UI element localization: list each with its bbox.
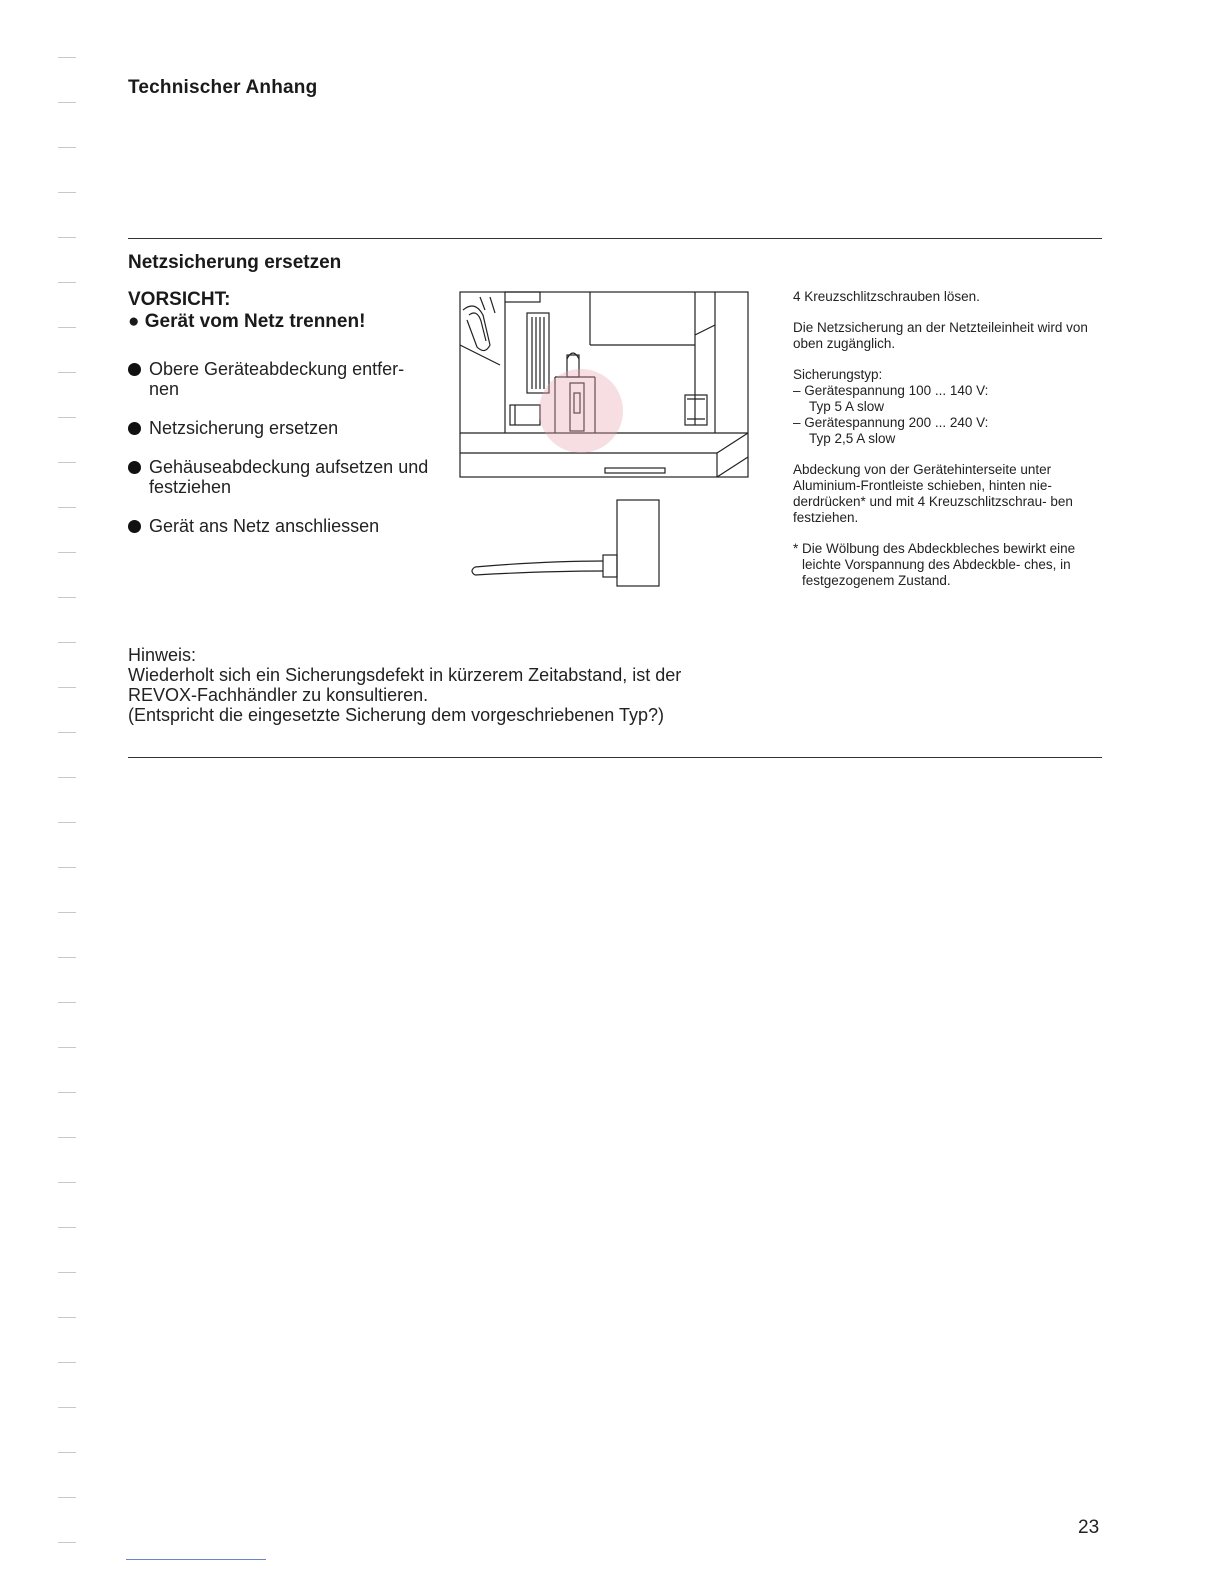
fuse-option-1-type: Typ 5 A slow xyxy=(809,399,885,414)
caution-warning: ● Gerät vom Netz trennen! xyxy=(128,311,366,332)
footer-line xyxy=(126,1559,266,1560)
section-title: Netzsicherung ersetzen xyxy=(128,252,342,273)
cover-instructions: Abdeckung von der Gerätehinterseite unter Aluminium-Frontleiste schieben, hinten nie- derdrücken* und mit 4 Kreuzschlitzschrau- ben festziehen. xyxy=(793,462,1073,525)
bullet-icon xyxy=(128,520,141,533)
device-illustration xyxy=(455,285,755,595)
bullet-icon: ● xyxy=(128,311,145,332)
bullet-icon xyxy=(128,422,141,435)
fuse-option-2-type: Typ 2,5 A slow xyxy=(809,431,896,446)
fuse-option-1: – Gerätespannung 100 ... 140 V: xyxy=(793,383,989,398)
instructions-column xyxy=(128,289,438,555)
step-item: Netzsicherung ersetzen xyxy=(128,418,438,438)
page-header: Technischer Anhang xyxy=(128,77,318,98)
note-line: Wiederholt sich ein Sicherungsdefekt in kürzerem Zeitabstand, ist der xyxy=(128,665,682,685)
margin-marks xyxy=(58,57,78,1587)
note-label: Hinweis: xyxy=(128,645,197,665)
note-block xyxy=(128,645,778,725)
note-line: REVOX-Fachhändler zu konsultieren. xyxy=(128,685,429,705)
step-list xyxy=(128,359,438,536)
step-item: Gehäuseabdeckung aufsetzen und festziehen xyxy=(128,457,438,497)
page-number: 23 xyxy=(1078,1517,1100,1538)
fuse-access-text: Die Netzsicherung an der Netzteileinheit wird von oben zugänglich. xyxy=(793,320,1088,351)
fuse-option-2: – Gerätespannung 200 ... 240 V: xyxy=(793,415,989,430)
bottom-divider xyxy=(128,757,1102,758)
fuse-type-heading: Sicherungstyp: xyxy=(793,367,883,382)
footnote: * Die Wölbung des Abdeckbleches bewirkt eine leichte Vorspannung des Abdeckble- ches, in festgezogenem Zustand. xyxy=(793,541,1076,588)
fuse-type-block xyxy=(793,367,1103,447)
bullet-icon xyxy=(128,363,141,376)
step-item: Obere Geräteabdeckung entfer- nen xyxy=(128,359,438,399)
top-divider xyxy=(128,238,1102,239)
details-column xyxy=(793,289,1103,604)
caution-title: VORSICHT: xyxy=(128,289,231,310)
note-line: (Entspricht die eingesetzte Sicherung dem vorgeschriebenen Typ?) xyxy=(128,705,664,725)
fuse-diagram xyxy=(455,285,755,595)
bullet-icon xyxy=(128,461,141,474)
step-unscrew: 4 Kreuzschlitzschrauben lösen. xyxy=(793,289,980,304)
highlight-circle xyxy=(539,369,623,453)
step-item: Gerät ans Netz anschliessen xyxy=(128,516,438,536)
